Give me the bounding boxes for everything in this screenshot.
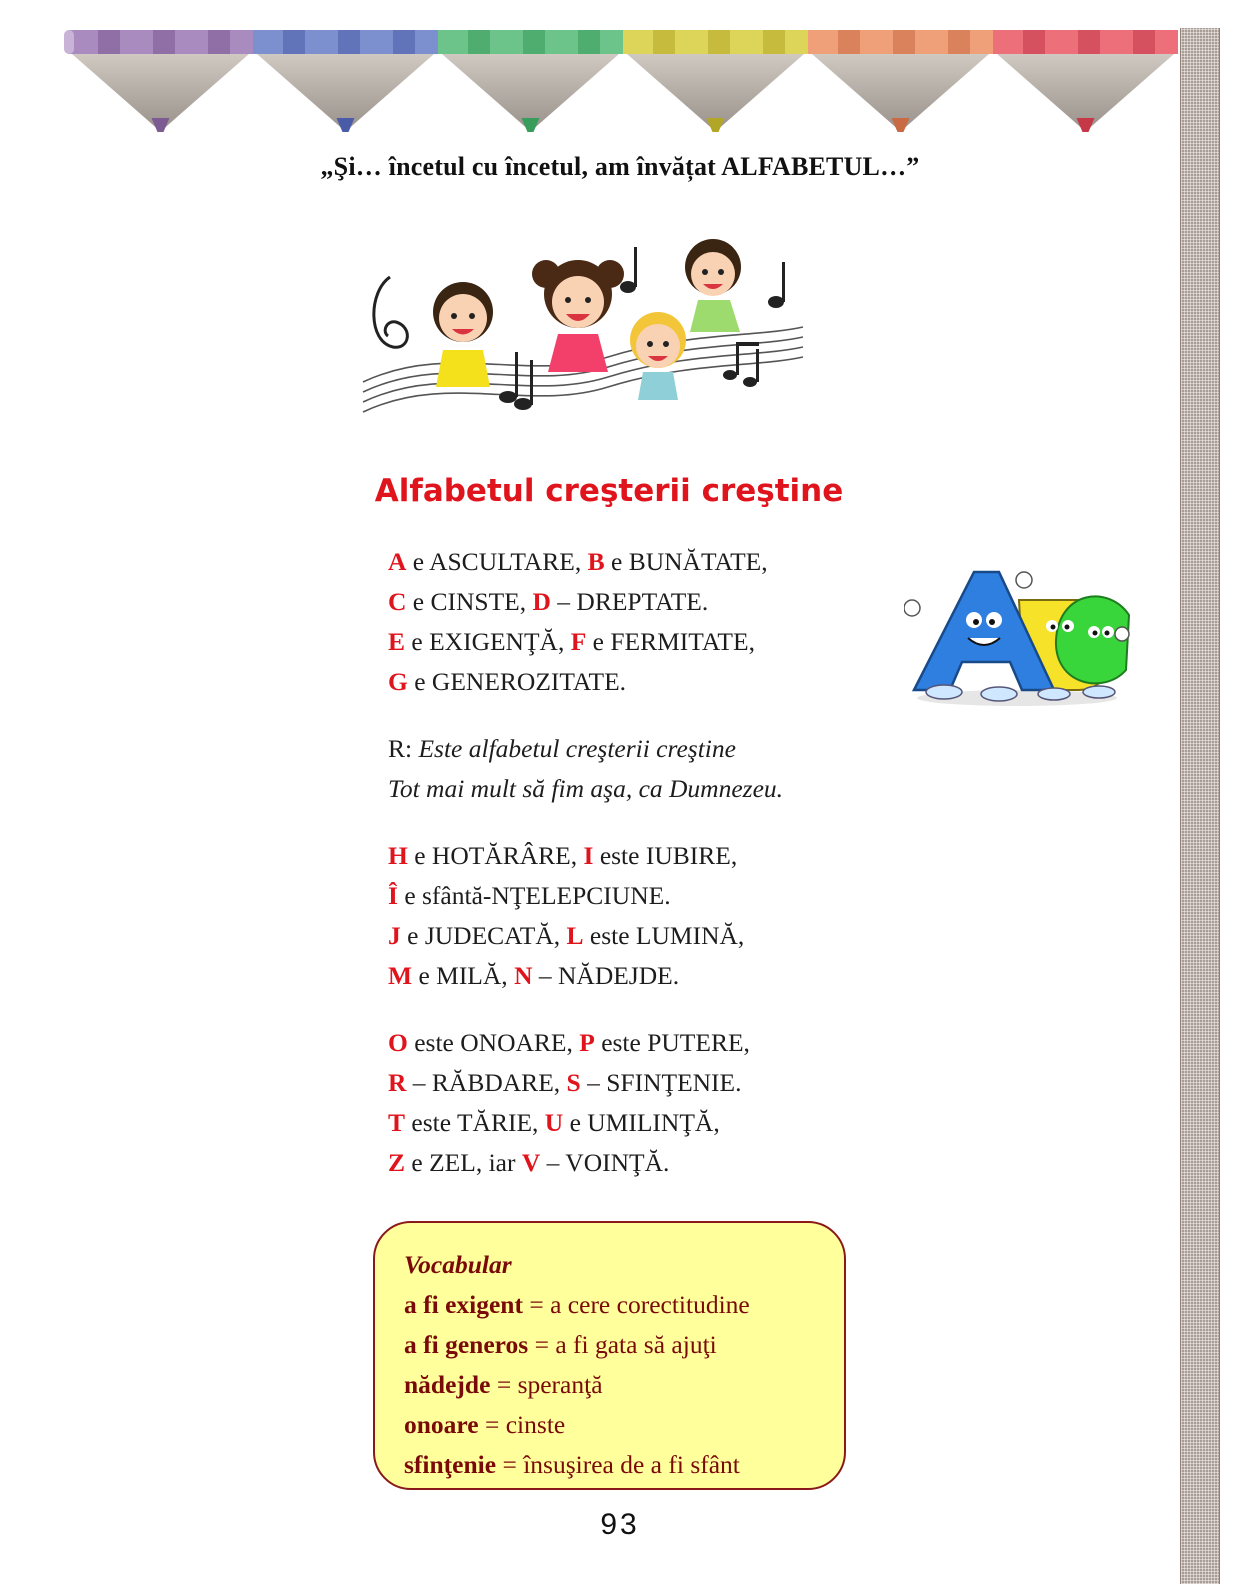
refrain (388, 729, 783, 809)
alphabet-letter: E (388, 627, 406, 656)
pencil-cap (64, 30, 74, 54)
alphabet-letter: V (521, 1148, 541, 1177)
vocabulary-term: onoare (404, 1410, 479, 1439)
vocabulary-term: nădejde (404, 1370, 491, 1399)
poem-text: e sfântă-NŢELEPCIUNE. (397, 881, 671, 910)
poem-text: – NĂDEJDE. (532, 961, 680, 990)
vocabulary-term: a fi generos (404, 1330, 529, 1359)
pencil-tip (442, 54, 619, 128)
alphabet-letter: N (514, 961, 533, 990)
stanza-1 (388, 542, 783, 702)
vocabulary-definition: = speranţă (490, 1370, 603, 1399)
pencil-stripe (208, 30, 230, 54)
poem-title: Alfabetul creşterii creştine (374, 473, 844, 509)
alphabet-letter: O (388, 1028, 408, 1057)
poem-text: Este alfabetul creşterii creştine (418, 734, 736, 763)
poem-text: este LUMINĂ, (583, 921, 745, 950)
pencil-stripe (708, 30, 730, 54)
pencil-stripe (468, 30, 490, 54)
alphabet-letter: B (587, 547, 605, 576)
pencil-border-decoration (0, 0, 1180, 140)
abc-cartoon-illustration (904, 560, 1130, 710)
alphabet-letter: M (388, 961, 413, 990)
alphabet-letter: P (579, 1028, 595, 1057)
vocabulary-term: sfinţenie (404, 1450, 497, 1479)
vocabulary-term: a fi exigent (404, 1290, 523, 1319)
stanza-3 (388, 1023, 783, 1183)
poem-line (388, 1103, 783, 1143)
vocabulary-title: Vocabular (404, 1250, 512, 1279)
poem-text: – SFINŢENIE. (580, 1068, 742, 1097)
vocabulary-list (404, 1285, 844, 1485)
vocabulary-definition: = însuşirea de a fi sfânt (496, 1450, 740, 1479)
poem-text: – RĂBDARE, (406, 1068, 567, 1097)
pencil-tip (627, 54, 804, 128)
poem-text: Tot mai mult să fim aşa, ca Dumnezeu. (388, 774, 784, 803)
poem-text: este IUBIRE, (593, 841, 738, 870)
poem-line (388, 582, 783, 622)
dancing-children-illustration (358, 232, 810, 432)
pencil-stripe (948, 30, 970, 54)
pencil-stripe (393, 30, 415, 54)
alphabet-letter: I (583, 841, 594, 870)
pencil-stripe (578, 30, 600, 54)
pencil-stripe (283, 30, 305, 54)
poem-line (388, 662, 783, 702)
pencil-stripe (763, 30, 785, 54)
page-number: 93 (600, 1508, 640, 1541)
poem-line (388, 956, 783, 996)
poem-line (388, 1063, 783, 1103)
pencil-tip (257, 54, 434, 128)
alphabet-letter: Î (388, 881, 398, 910)
alphabet-letter: G (388, 667, 408, 696)
poem-line (388, 1023, 783, 1063)
alphabet-letter: D (532, 587, 551, 616)
poem-text: e JUDECATĂ, (400, 921, 567, 950)
pencil-stripe (153, 30, 175, 54)
alphabet-letter: A (388, 547, 407, 576)
poem-line (388, 622, 783, 662)
vocabulary-entry (404, 1405, 844, 1445)
poem-text: – DREPTATE. (550, 587, 709, 616)
header-quote: „Şi… încetul cu încetul, am învățat ALFABETUL…” (320, 152, 920, 181)
vocabulary-entry (404, 1445, 844, 1485)
poem-line (388, 916, 783, 956)
stanza-2 (388, 836, 783, 996)
poem-line (388, 769, 783, 809)
poem (388, 542, 783, 1210)
poem-text: este TĂRIE, (405, 1108, 545, 1137)
alphabet-letter: J (388, 921, 401, 950)
pencil-stripe (338, 30, 360, 54)
pencil-tip (72, 54, 249, 128)
alphabet-letter: L (566, 921, 584, 950)
poem-text: e UMILINŢĂ, (563, 1108, 720, 1137)
alphabet-letter: C (388, 587, 407, 616)
poem-text: e ASCULTARE, (406, 547, 588, 576)
pencil-stripe (1078, 30, 1100, 54)
poem-text: e EXIGENŢĂ, (405, 627, 571, 656)
vocabulary-definition: = a cere corectitudine (522, 1290, 750, 1319)
poem-line (388, 876, 783, 916)
poem-line (388, 1143, 783, 1183)
pencil-tip (997, 54, 1174, 128)
side-border-strip (1180, 28, 1220, 1584)
vocabulary-entry (404, 1285, 844, 1325)
pencil-stripe (1133, 30, 1155, 54)
alphabet-letter: T (388, 1108, 406, 1137)
vocabulary-box (373, 1221, 846, 1490)
poem-line (388, 542, 783, 582)
pencil-stripe (653, 30, 675, 54)
alphabet-letter: U (544, 1108, 564, 1137)
alphabet-letter: F (570, 627, 587, 656)
vocabulary-definition: = cinste (478, 1410, 566, 1439)
poem-text: e FERMITATE, (586, 627, 755, 656)
poem-text: e BUNĂTATE, (604, 547, 768, 576)
poem-text: R: (388, 734, 419, 763)
pencil-stripe (1023, 30, 1045, 54)
poem-text: e HOTĂRÂRE, (407, 841, 584, 870)
poem-text: este PUTERE, (594, 1028, 750, 1057)
pencil-stripe (893, 30, 915, 54)
vocabulary-definition: = a fi gata să ajuţi (528, 1330, 717, 1359)
poem-text: e ZEL, iar (405, 1148, 522, 1177)
poem-line (388, 729, 783, 769)
alphabet-letter: S (566, 1068, 581, 1097)
pencil-stripe (98, 30, 120, 54)
poem-text: e CINSTE, (406, 587, 533, 616)
pencil-stripe (838, 30, 860, 54)
pencil-tip (812, 54, 989, 128)
alphabet-letter: R (388, 1068, 407, 1097)
alphabet-letter: H (388, 841, 408, 870)
pencil-stripe (523, 30, 545, 54)
vocabulary-entry (404, 1365, 844, 1405)
poem-text: este ONOARE, (407, 1028, 580, 1057)
alphabet-letter: Z (388, 1148, 406, 1177)
poem-line (388, 836, 783, 876)
poem-text: – VOINŢĂ. (540, 1148, 670, 1177)
poem-text: e GENEROZITATE. (407, 667, 627, 696)
poem-text: e MILĂ, (412, 961, 515, 990)
vocabulary-entry (404, 1325, 844, 1365)
